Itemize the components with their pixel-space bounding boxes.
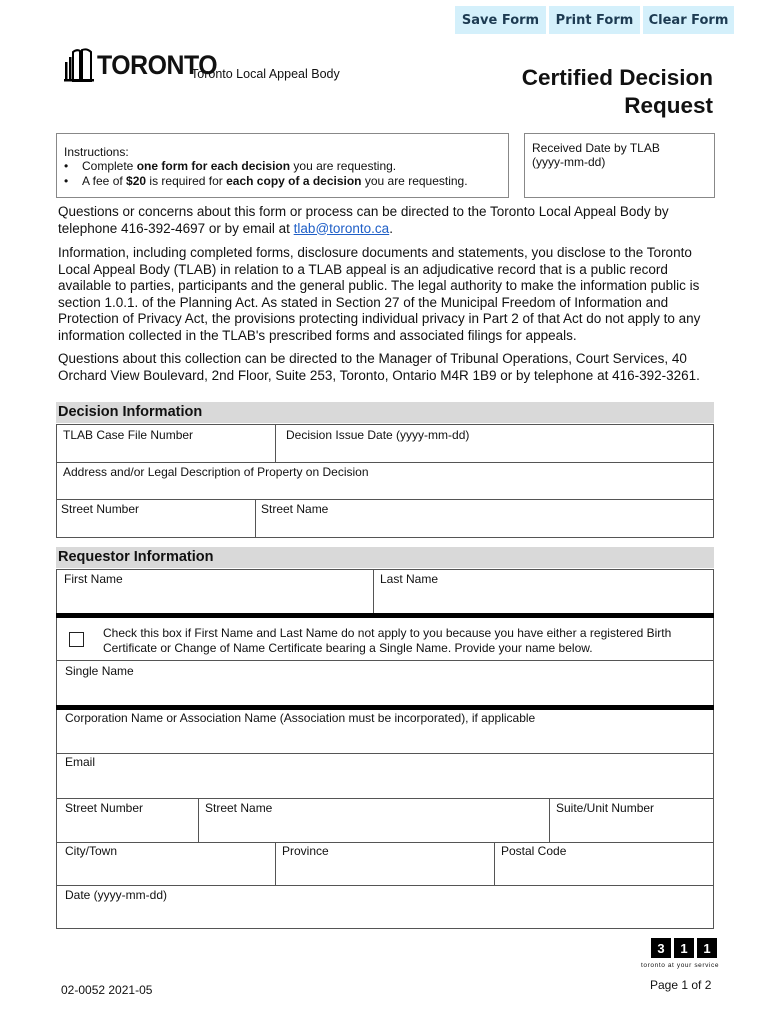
org-name: Toronto Local Appeal Body bbox=[191, 67, 340, 81]
email-field[interactable] bbox=[56, 753, 714, 799]
first-name-field[interactable] bbox=[56, 569, 374, 614]
field-label: Address and/or Legal Description of Property on Decision bbox=[63, 465, 369, 479]
field-label: City/Town bbox=[65, 844, 118, 858]
instruction-item-1: • Complete one form for each decision you are requesting. bbox=[64, 159, 397, 173]
privacy-paragraph: Information, including completed forms, disclosure documents and statements, you disclose to the Toronto Local Appeal Body (TLAB) in relation to a TLAB appeal is an adjudicative record that is a public record available to parties, participants and the general public. The legal authority to make the information public is section 1.0.1. of the Planning Act. As stated in Section 27 of the Municipal Freedom of Information and Protection of Privacy Act, the provisions protecting individual privacy in Part 2 of that Act do not apply to any information collected in the TLAB's prescribed forms and associated filings for appeals. bbox=[58, 245, 701, 343]
print-form-button[interactable]: Print Form bbox=[549, 6, 640, 34]
field-label: Last Name bbox=[380, 572, 439, 586]
page-number: Page 1 of 2 bbox=[650, 978, 712, 992]
digit-1: 1 bbox=[674, 938, 694, 958]
instructions-box bbox=[56, 133, 509, 198]
contact-paragraph: Questions or concerns about this form or process can be directed to the Toronto Local Appeal Body by telephone 416-392-4697 or by email at tlab@toronto.ca. bbox=[58, 204, 669, 236]
field-label: Postal Code bbox=[501, 844, 567, 858]
single-name-check-label: Check this box if First Name and Last Name do not apply to you because you have either a registered Birth Certificate or Change of Name Certificate bearing a Single Name. Provide your name below. bbox=[103, 626, 672, 655]
form-number: 02-0052 2021-05 bbox=[61, 983, 153, 997]
requestor-street-name-field[interactable] bbox=[198, 798, 550, 843]
field-label: Date (yyyy-mm-dd) bbox=[65, 888, 168, 902]
province-field[interactable] bbox=[275, 842, 495, 886]
clear-form-button[interactable]: Clear Form bbox=[643, 6, 734, 34]
decision-issue-date-field[interactable] bbox=[275, 424, 714, 463]
single-name-field[interactable] bbox=[56, 660, 714, 706]
311-tagline: toronto at your service bbox=[641, 962, 720, 969]
decision-street-number-field[interactable] bbox=[56, 499, 256, 538]
field-label: Province bbox=[282, 844, 329, 858]
decision-street-name-field[interactable] bbox=[255, 499, 714, 538]
requestor-street-number-field[interactable] bbox=[56, 798, 199, 843]
save-form-button[interactable]: Save Form bbox=[455, 6, 546, 34]
corporation-name-field[interactable] bbox=[56, 710, 714, 754]
last-name-field[interactable] bbox=[373, 569, 714, 614]
requestor-section-heading: Requestor Information bbox=[56, 547, 714, 568]
property-address-field[interactable] bbox=[56, 462, 714, 500]
field-label: Decision Issue Date (yyyy-mm-dd) bbox=[286, 428, 470, 442]
field-label: Email bbox=[65, 755, 96, 769]
field-label: TLAB Case File Number bbox=[63, 428, 194, 442]
page-title bbox=[522, 64, 713, 120]
toronto-city-hall-icon bbox=[64, 48, 94, 82]
instruction-item-2: • A fee of $20 is required for each copy of a decision you are requesting. bbox=[64, 174, 468, 188]
field-label: Street Number bbox=[65, 801, 144, 815]
single-name-checkbox[interactable] bbox=[69, 632, 84, 647]
collection-paragraph: Questions about this collection can be directed to the Manager of Tribunal Operations, Court Services, 40 Orchard View Boulevard, 2nd Floor, Suite 253, Toronto, Ontario M4R 1B9 or by telephone at 416-392-3261. bbox=[58, 351, 700, 383]
field-label: Suite/Unit Number bbox=[556, 801, 655, 815]
toronto-logo-text: TORONTO bbox=[97, 50, 218, 80]
field-label: Street Number bbox=[61, 502, 140, 516]
date-field[interactable] bbox=[56, 885, 714, 929]
toronto-311-logo bbox=[651, 937, 721, 959]
digit-1-second: 1 bbox=[697, 938, 717, 958]
field-label: First Name bbox=[64, 572, 123, 586]
received-date-label: Received Date by TLAB (yyyy-mm-dd) bbox=[532, 141, 660, 169]
tlab-case-file-field[interactable] bbox=[56, 424, 276, 463]
decision-section-heading: Decision Information bbox=[56, 402, 714, 423]
city-field[interactable] bbox=[56, 842, 276, 886]
postal-code-field[interactable] bbox=[494, 842, 714, 886]
field-label: Street Name bbox=[261, 502, 329, 516]
field-label: Single Name bbox=[65, 664, 134, 678]
digit-3: 3 bbox=[651, 938, 671, 958]
instructions-heading: Instructions: bbox=[64, 145, 129, 159]
field-label: Street Name bbox=[205, 801, 273, 815]
suite-unit-field[interactable] bbox=[549, 798, 714, 843]
tlab-email-link[interactable]: tlab@toronto.ca bbox=[293, 220, 390, 236]
title-line-2: Request bbox=[624, 93, 713, 118]
title-line-1: Certified Decision bbox=[521, 65, 713, 90]
single-name-check-row bbox=[56, 618, 714, 661]
received-date-box[interactable] bbox=[524, 133, 715, 198]
field-label: Corporation Name or Association Name (Association must be incorporated), if applicable bbox=[65, 711, 536, 725]
